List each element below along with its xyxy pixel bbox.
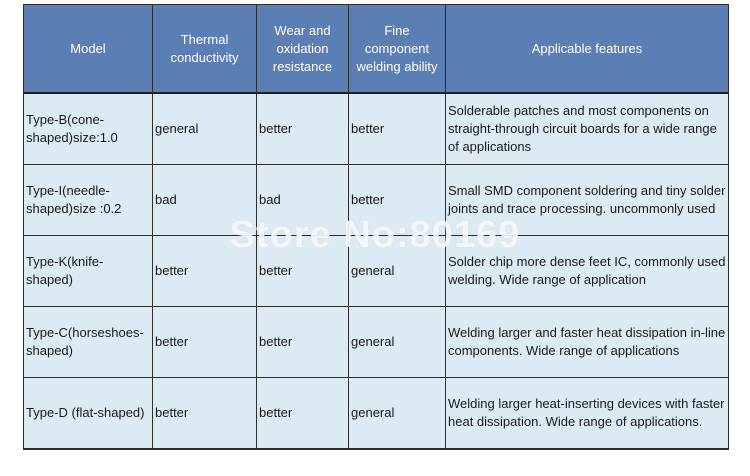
table-row bbox=[24, 307, 729, 378]
tip-comparison-table bbox=[23, 4, 729, 450]
cell-thermal: better bbox=[153, 307, 257, 378]
header-model: Model bbox=[24, 5, 153, 94]
cell-wear: better bbox=[257, 236, 349, 307]
table-row bbox=[24, 378, 729, 450]
cell-wear: better bbox=[257, 378, 349, 450]
cell-model: Type-K(knife-shaped) bbox=[24, 236, 153, 307]
cell-features: Small SMD component soldering and tiny solder joints and trace processing. uncommonly used bbox=[446, 165, 729, 236]
cell-fine-welding: better bbox=[349, 165, 446, 236]
header-applicable-features: Applicable features bbox=[446, 5, 729, 94]
cell-wear: bad bbox=[257, 165, 349, 236]
cell-thermal: bad bbox=[153, 165, 257, 236]
cell-model: Type-C(horseshoes-shaped) bbox=[24, 307, 153, 378]
cell-model: Type-B(cone-shaped)size:1.0 bbox=[24, 93, 153, 165]
cell-features: Solder chip more dense feet IC, commonly used welding. Wide range of application bbox=[446, 236, 729, 307]
cell-fine-welding: general bbox=[349, 236, 446, 307]
cell-wear: better bbox=[257, 307, 349, 378]
cell-thermal: better bbox=[153, 378, 257, 450]
cell-fine-welding: general bbox=[349, 378, 446, 450]
table-row bbox=[24, 236, 729, 307]
cell-fine-welding: general bbox=[349, 307, 446, 378]
table-row bbox=[24, 93, 729, 165]
cell-model: Type-I(needle-shaped)size :0.2 bbox=[24, 165, 153, 236]
cell-thermal: general bbox=[153, 93, 257, 165]
cell-features: Welding larger and faster heat dissipation in-line components. Wide range of applications bbox=[446, 307, 729, 378]
tip-comparison-table-container bbox=[23, 4, 728, 450]
cell-model: Type-D (flat-shaped) bbox=[24, 378, 153, 450]
cell-wear: better bbox=[257, 93, 349, 165]
table-row bbox=[24, 165, 729, 236]
cell-fine-welding: better bbox=[349, 93, 446, 165]
header-fine-component-welding: Fine component welding ability bbox=[349, 5, 446, 94]
header-thermal-conductivity: Thermal conductivity bbox=[153, 5, 257, 94]
header-wear-oxidation-resistance: Wear and oxidation resistance bbox=[257, 5, 349, 94]
cell-features: Welding larger heat-inserting devices with faster heat dissipation. Wide range of applications. bbox=[446, 378, 729, 450]
store-watermark: Store No:80169 bbox=[229, 214, 521, 256]
table-header-row bbox=[24, 5, 729, 94]
cell-features: Solderable patches and most components on straight-through circuit boards for a wide range of applications bbox=[446, 93, 729, 165]
cell-thermal: better bbox=[153, 236, 257, 307]
